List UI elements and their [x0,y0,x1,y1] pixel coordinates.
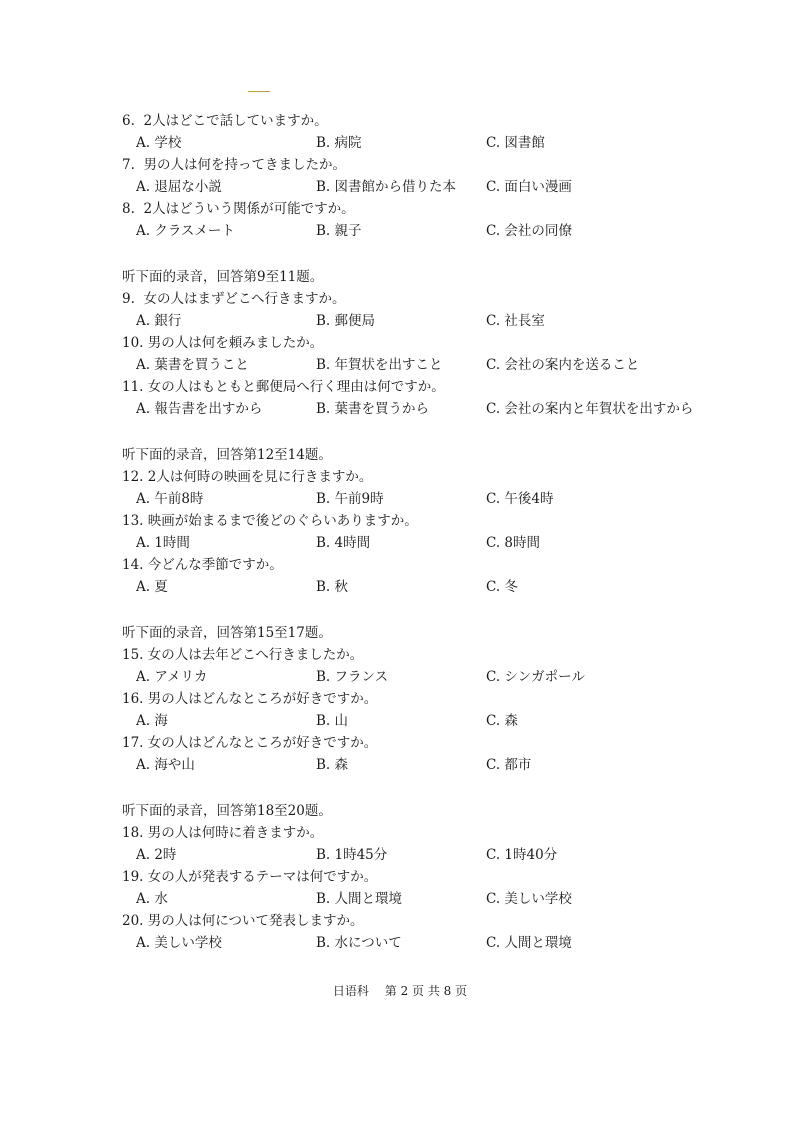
option-c: C. 午後4時 [486,491,554,507]
question-block [122,444,722,598]
footer-page-number: 第 2 页 共 8 页 [384,984,468,998]
option-a: A. 夏 [136,579,168,595]
option-c: C. 1時40分 [486,847,558,863]
question: 11. 女の人はもともと郵便局へ行く理由は何ですか。 [122,379,445,395]
option-a: A. 水 [136,891,168,907]
option-row [122,576,722,598]
option-c: C. 冬 [486,579,518,595]
question-list [122,110,722,954]
option-row [122,310,722,332]
option-b: B. 秋 [316,579,349,595]
option-c: C. シンガポール [486,669,585,685]
option-row [122,754,722,776]
question: 8. 2人はどういう関係が可能ですか。 [122,201,355,217]
option-b: B. 午前9時 [316,491,384,507]
option-b: B. 郵便局 [316,313,376,329]
option-row [122,710,722,732]
section-header: 听下面的录音，回答第18至20题。 [122,803,332,819]
option-row [122,220,722,242]
option-c: C. 8時間 [486,535,541,551]
option-b: B. 水について [316,935,402,951]
option-a: A. 学校 [136,135,182,151]
option-c: C. 社長室 [486,313,545,329]
question: 15. 女の人は去年どこへ行きましたか。 [122,647,364,663]
question: 13. 映画が始まるまで後どのぐらいありますか。 [122,513,418,529]
option-row [122,398,722,420]
question: 10. 男の人は何を頼みましたか。 [122,335,324,351]
option-row [122,488,722,510]
page-footer [0,983,800,999]
option-row [122,888,722,910]
option-b: B. 葉書を買うから [316,401,430,417]
question: 18. 男の人は何時に着きますか。 [122,825,324,841]
option-b: B. 病院 [316,135,362,151]
option-a: A. 1時間 [136,535,190,551]
option-b: B. 年賀状を出すこと [316,357,443,373]
option-c: C. 会社の同僚 [486,223,572,239]
option-a: A. 海 [136,713,168,729]
option-c: C. 都市 [486,757,532,773]
option-c: C. 人間と環境 [486,935,572,951]
question: 14. 今どんな季節ですか。 [122,557,283,573]
option-row [122,666,722,688]
option-b: B. 森 [316,757,349,773]
footer-subject: 日语科 [332,984,369,998]
option-c: C. 美しい学校 [486,891,572,907]
question: 20. 男の人は何について発表しますか。 [122,913,364,929]
option-c: C. 会社の案内を送ること [486,357,640,373]
option-a: A. 銀行 [136,313,182,329]
option-c: C. 面白い漫画 [486,179,572,195]
option-row [122,176,722,198]
question: 19. 女の人が発表するテーマは何ですか。 [122,869,378,885]
option-a: A. アメリカ [136,669,208,685]
section-header: 听下面的录音，回答第12至14题。 [122,447,332,463]
question-block [122,266,722,420]
option-a: A. 2時 [136,847,177,863]
option-b: B. 図書館から借りた本 [316,179,457,195]
question-block [122,800,722,954]
option-c: C. 図書館 [486,135,545,151]
question: 17. 女の人はどんなところが好きですか。 [122,735,378,751]
question-block [122,110,722,242]
option-row [122,132,722,154]
option-c: C. 会社の案内と年賀状を出すから [486,401,694,417]
option-a: A. 退屈な小説 [136,179,222,195]
option-b: B. 1時45分 [316,847,388,863]
top-mark [248,91,270,92]
option-b: B. フランス [316,669,389,685]
question: 7. 男の人は何を持ってきましたか。 [122,157,346,173]
option-a: A. 報告書を出すから [136,401,263,417]
section-header: 听下面的录音，回答第9至11题。 [122,269,324,285]
option-row [122,532,722,554]
option-a: A. クラスメート [136,223,235,239]
option-b: B. 親子 [316,223,362,239]
question: 9. 女の人はまずどこへ行きますか。 [122,291,346,307]
option-b: B. 4時間 [316,535,371,551]
section-header: 听下面的录音，回答第15至17题。 [122,625,332,641]
question: 6. 2人はどこで話していますか。 [122,113,328,129]
question-block [122,622,722,776]
option-a: A. 午前8時 [136,491,204,507]
question: 16. 男の人はどんなところが好きですか。 [122,691,378,707]
option-row [122,932,722,954]
option-a: A. 美しい学校 [136,935,222,951]
option-b: B. 山 [316,713,349,729]
option-row [122,844,722,866]
option-row [122,354,722,376]
option-b: B. 人間と環境 [316,891,403,907]
option-a: A. 葉書を買うこと [136,357,249,373]
option-a: A. 海や山 [136,757,195,773]
question: 12. 2人は何時の映画を見に行きますか。 [122,469,373,485]
option-c: C. 森 [486,713,518,729]
